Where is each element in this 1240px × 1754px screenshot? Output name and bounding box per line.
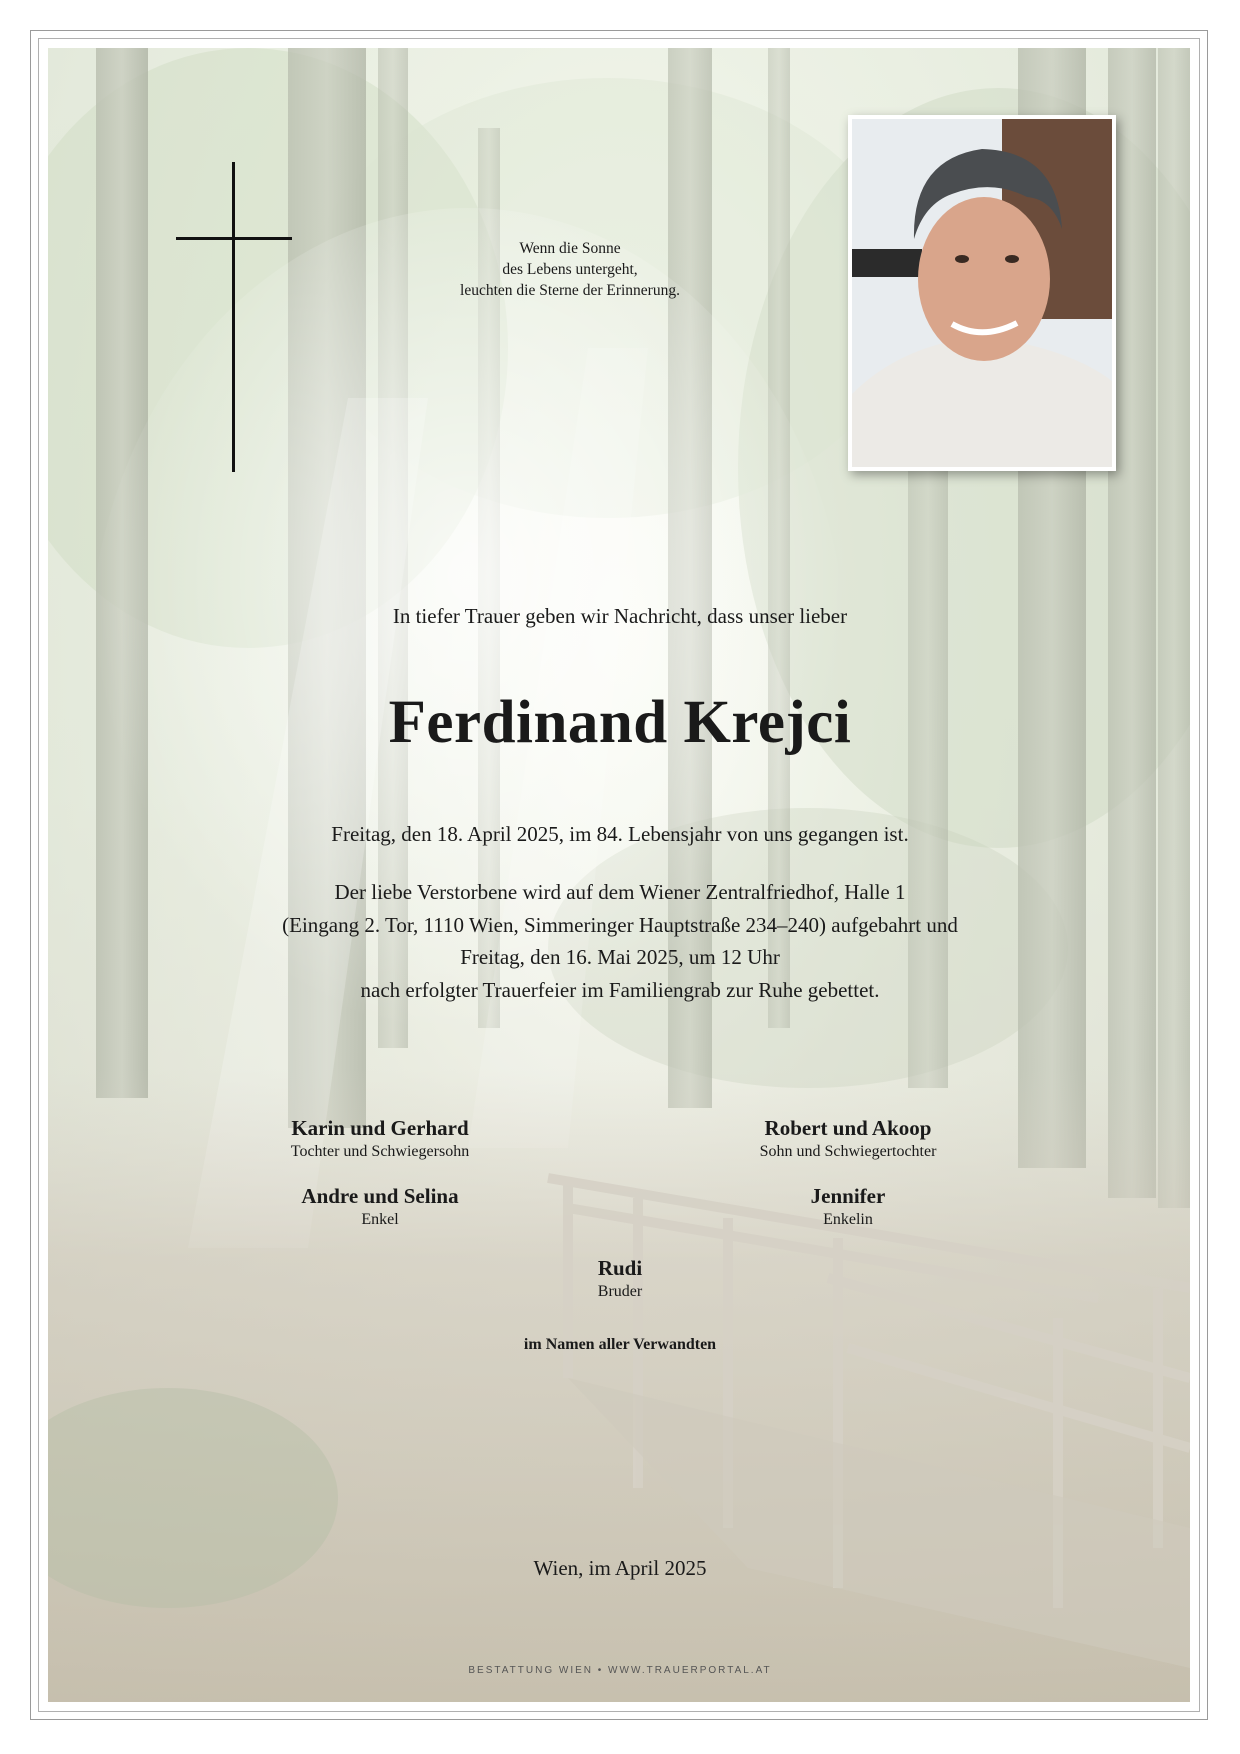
death-date-line: Freitag, den 18. April 2025, im 84. Lebensjahr von uns gegangen ist. bbox=[331, 822, 909, 846]
cross-icon bbox=[176, 162, 296, 472]
mourner-relation: Sohn und Schwiegertochter bbox=[759, 1143, 937, 1160]
mourner-relation: Tochter und Schwiegersohn bbox=[290, 1143, 470, 1160]
mourner-entry bbox=[220, 1182, 540, 1230]
mourner-entry bbox=[688, 1114, 1008, 1162]
funeral-line: nach erfolgter Trauerfeier im Familiengrab zur Ruhe gebettet. bbox=[360, 977, 880, 1002]
mourner-entry bbox=[460, 1254, 780, 1302]
funeral-line: (Eingang 2. Tor, 1110 Wien, Simmeringer Hauptstraße 234–240) aufgebahrt und bbox=[282, 912, 958, 937]
mourner-entry bbox=[688, 1182, 1008, 1230]
funeral-details bbox=[0, 876, 1240, 1006]
motto-line: des Lebens untergeht, bbox=[502, 261, 638, 278]
mourner-names: Robert und Akoop bbox=[764, 1116, 932, 1140]
portrait-photo bbox=[848, 115, 1116, 471]
motto-line: leuchten die Sterne der Erinnerung. bbox=[460, 282, 680, 299]
closing-phrase: im Namen aller Verwandten bbox=[523, 1336, 717, 1353]
mourner-names: Karin und Gerhard bbox=[291, 1116, 469, 1140]
mourner-relation: Enkelin bbox=[823, 1211, 873, 1228]
mourner-relation: Enkel bbox=[361, 1211, 399, 1228]
mourner-entry bbox=[220, 1114, 540, 1162]
portrait-image bbox=[852, 119, 1112, 467]
funeral-line: Der liebe Verstorbene wird auf dem Wiener Zentralfriedhof, Halle 1 bbox=[334, 880, 906, 904]
publisher-footer: BESTATTUNG WIEN • WWW.TRAUERPORTAL.AT bbox=[468, 1665, 772, 1676]
memorial-motto bbox=[400, 238, 740, 301]
announcement-intro: In tiefer Trauer geben wir Nachricht, dass unser lieber bbox=[392, 604, 848, 628]
motto-line: Wenn die Sonne bbox=[519, 240, 621, 257]
deceased-name: Ferdinand Krejci bbox=[388, 689, 852, 756]
place-date: Wien, im April 2025 bbox=[533, 1556, 707, 1580]
funeral-line: Freitag, den 16. Mai 2025, um 12 Uhr bbox=[460, 945, 780, 969]
mourner-names: Andre und Selina bbox=[301, 1184, 459, 1208]
mourner-names: Jennifer bbox=[810, 1184, 886, 1208]
mourner-names: Rudi bbox=[597, 1256, 643, 1280]
mourner-relation: Bruder bbox=[597, 1283, 643, 1300]
